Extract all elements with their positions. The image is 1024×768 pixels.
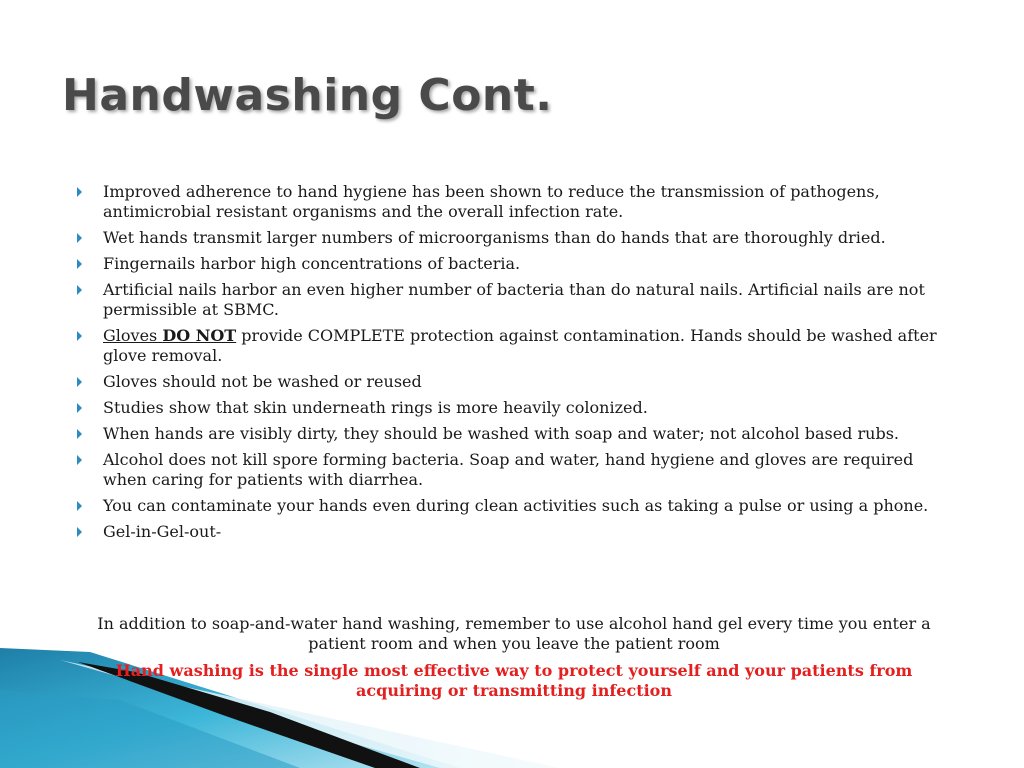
- triangle-bullet-icon: [77, 527, 82, 537]
- hand-gel-note: In addition to soap-and-water hand washing, remember to use alcohol hand gel every time you enter a patient room and when you leave the patient room: [97, 614, 931, 653]
- bullet-item: [74, 496, 954, 516]
- triangle-bullet-icon: [77, 455, 82, 465]
- bullet-text: Fingernails harbor high concentrations of bacteria.: [103, 254, 521, 273]
- triangle-bullet-icon: [77, 501, 82, 511]
- bullet-item: [74, 228, 954, 248]
- triangle-bullet-icon: [77, 233, 82, 243]
- bullet-text: Artificial nails harbor an even higher number of bacteria than do natural nails. Artificial nails are not permissible at SBMC.: [103, 280, 925, 319]
- bullet-text: Wet hands transmit larger numbers of microorganisms than do hands that are thoroughly dried.: [103, 228, 886, 247]
- triangle-bullet-icon: [77, 377, 82, 387]
- bullet-item: [74, 254, 954, 274]
- key-message: Hand washing is the single most effective way to protect yourself and your patients from acquiring or transmitting infection: [115, 661, 913, 700]
- triangle-bullet-icon: [77, 285, 82, 295]
- bullet-text: You can contaminate your hands even during clean activities such as taking a pulse or using a phone.: [103, 496, 929, 515]
- bullet-text: Gel-in-Gel-out-: [103, 522, 222, 541]
- bullet-item: [74, 182, 954, 222]
- bullet-list: [74, 182, 954, 548]
- bullet-item: [74, 522, 954, 542]
- bullet-text: Improved adherence to hand hygiene has been shown to reduce the transmission of pathogens, antimicrobial resistant organisms and the overall infection rate.: [103, 182, 880, 221]
- bullet-text: Gloves should not be washed or reused: [103, 372, 422, 391]
- bullet-item: [74, 326, 954, 366]
- gloves-label: Gloves: [103, 326, 163, 345]
- bullet-item: [74, 372, 954, 392]
- bullet-text: When hands are visibly dirty, they should be washed with soap and water; not alcohol based rubs.: [103, 424, 899, 443]
- bullet-text: provide COMPLETE protection against contamination. Hands should be washed after glove removal.: [103, 326, 937, 365]
- bullet-text: Studies show that skin underneath rings is more heavily colonized.: [103, 398, 648, 417]
- triangle-bullet-icon: [77, 187, 82, 197]
- bullet-text: Alcohol does not kill spore forming bacteria. Soap and water, hand hygiene and gloves are required when caring for patients with diarrhea.: [103, 450, 914, 489]
- slide-title: Handwashing Cont.: [62, 70, 553, 121]
- do-not-emphasis: DO NOT: [162, 326, 237, 345]
- bullet-item: [74, 424, 954, 444]
- bullet-item: [74, 450, 954, 490]
- triangle-bullet-icon: [77, 331, 82, 341]
- triangle-bullet-icon: [77, 403, 82, 413]
- bullet-item: [74, 280, 954, 320]
- triangle-bullet-icon: [77, 429, 82, 439]
- bullet-item: [74, 398, 954, 418]
- triangle-bullet-icon: [77, 259, 82, 269]
